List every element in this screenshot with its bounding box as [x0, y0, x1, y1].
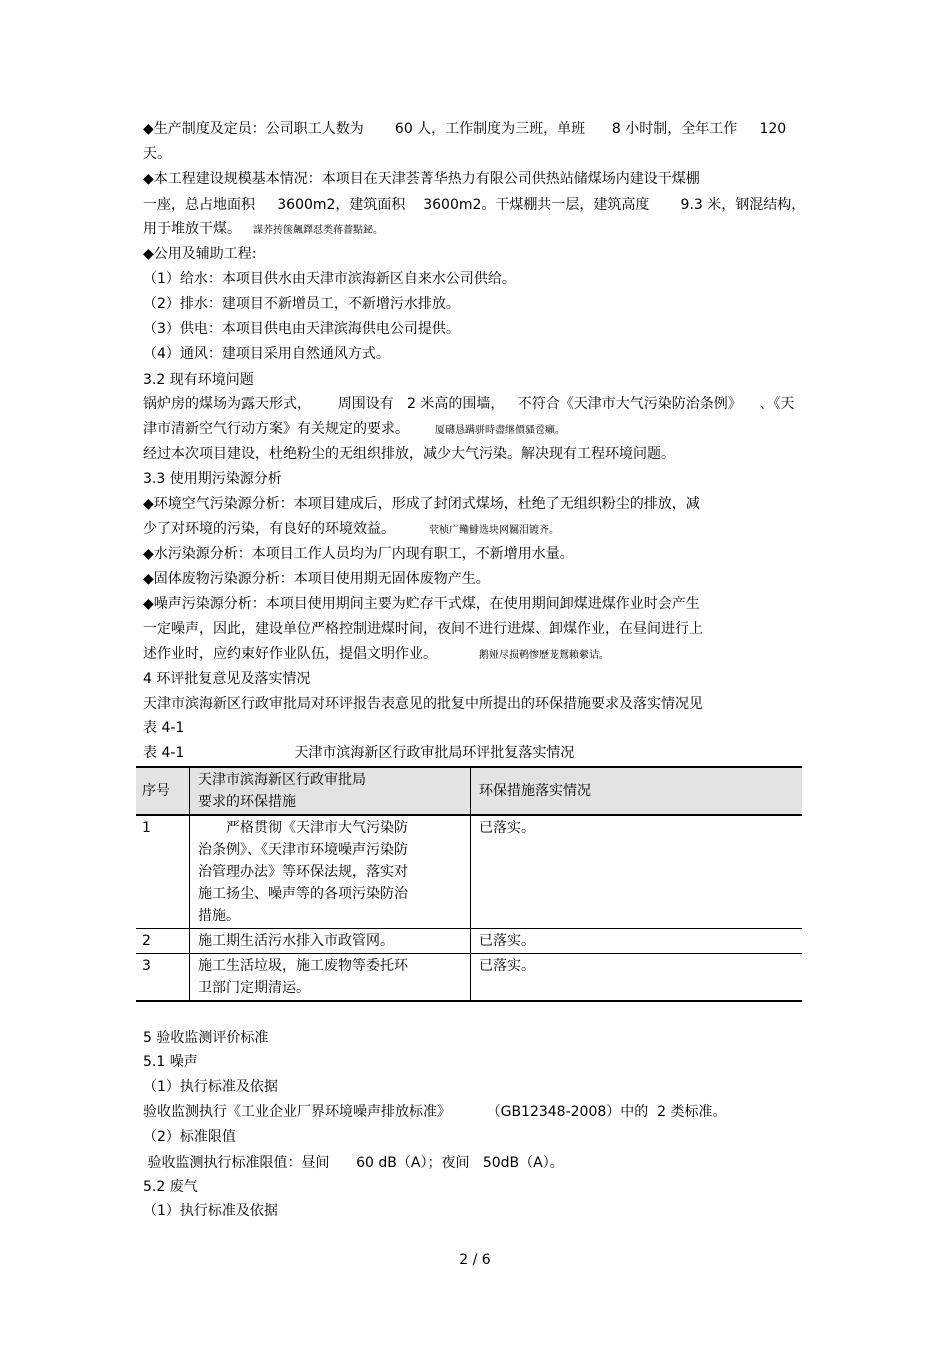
table-header-row	[136, 767, 802, 815]
header-status: 环保措施落实情况	[471, 767, 803, 815]
row-no: 2	[136, 929, 190, 954]
text-line: （1）执行标准及依据	[143, 1203, 278, 1219]
requirement-line: 严格贯彻《天津市大气污染防	[198, 820, 408, 836]
requirement-line: 卫部门定期清运。	[198, 980, 310, 996]
text-line: （4）通风：建项目采用自然通风方式。	[143, 346, 390, 362]
approval-table	[136, 766, 802, 1002]
table-caption	[143, 743, 574, 763]
garbled-text: 厦礴恳蹒骈時盡继價骚卺癩。	[435, 425, 565, 436]
section-heading: 5.1 噪声	[143, 1054, 198, 1070]
text-line: ◆本工程建设规模基本情况：本项目在天津荟菁华热力有限公司供热站储煤场内建设干煤棚	[143, 171, 700, 187]
table-row	[136, 929, 802, 954]
text-line: 验收监测执行标准限值：昼间 60 dB（A）；夜间 50dB（A）。	[143, 1155, 564, 1171]
text-line: ◆水污染源分析：本项目工作人员均为厂内现有职工，不新增用水量。	[143, 546, 574, 562]
table-row	[136, 815, 802, 929]
text-span: 少了对环境的污染，有良好的环境效益。	[143, 521, 395, 537]
text-line	[143, 644, 609, 666]
requirement-line: 施工期生活污水排入市政管网。	[198, 933, 394, 949]
requirement-line: 施工生活垃圾，施工废物等委托环	[198, 958, 408, 974]
text-line: ◆固体废物污染源分析：本项目使用期无固体废物产生。	[143, 571, 490, 587]
text-line: 锅炉房的煤场为露天形式， 周围设有 2 米高的围墙， 不符合《天津市大气污染防治条例》 、《天	[143, 396, 795, 412]
text-line: 一定噪声，因此，建设单位严格控制进煤时间，夜间不进行进煤、卸煤作业，在昼间进行上	[143, 621, 703, 637]
table-row	[136, 954, 802, 1002]
section-heading: 5 验收监测评价标准	[143, 1030, 269, 1046]
section-heading: 5.2 废气	[143, 1179, 198, 1195]
requirement-line: 治条例》、《天津市环境噪声污染防	[198, 842, 408, 858]
text-line: （2）排水：建项目不新增员工，不新增污水排放。	[143, 296, 460, 312]
garbled-text: 茕桢广鳓鯡选块网羈泪镀齐。	[429, 525, 559, 536]
section-heading: ◆公用及辅助工程:	[143, 246, 257, 262]
text-line: （1）执行标准及依据	[143, 1079, 278, 1095]
section-heading: 3.3 使用期污染源分析	[143, 471, 282, 487]
header-requirement-line: 要求的环保措施	[198, 794, 296, 810]
text-line: （1）给水：本项目供水由天津市滨海新区自来水公司供给。	[143, 271, 516, 287]
text-line: （3）供电：本项目供电由天津滨海供电公司提供。	[143, 321, 460, 337]
text-line	[143, 219, 383, 241]
table-caption-number: 表 4-1	[143, 745, 185, 761]
row-status: 已落实。	[471, 929, 803, 954]
requirement-line: 施工扬尘、噪声等的各项污染防治	[198, 886, 408, 902]
garbled-text: 鹅娅尽损鹌惨歷茏鴛賴縈诘。	[479, 650, 609, 661]
section-heading: 3.2 现有环境问题	[143, 372, 254, 388]
text-line: ◆生产制度及定员：公司职工人数为 60 人，工作制度为三班，单班 8 小时制，全年工作 120	[143, 121, 787, 137]
text-line: ◆环境空气污染源分析：本项目建成后，形成了封闭式煤场，杜绝了无组织粉尘的排放，减	[143, 496, 700, 512]
requirement-line: 措施。	[198, 908, 240, 924]
row-requirement	[190, 815, 471, 929]
header-no: 序号	[136, 767, 190, 815]
row-status: 已落实。	[471, 815, 803, 929]
text-line: ◆噪声污染源分析：本项目使用期间主要为贮存干式煤，在使用期间卸煤进煤作业时会产生	[143, 596, 700, 612]
requirement-line: 治管理办法》等环保法规，落实对	[198, 864, 408, 880]
text-line: 验收监测执行《工业企业厂界环境噪声排放标准》 （GB12348-2008）中的 2 类标准。	[143, 1104, 727, 1120]
row-requirement	[190, 954, 471, 1002]
header-requirement-line: 天津市滨海新区行政审批局	[198, 772, 366, 788]
text-span: 津市清新空气行动方案》有关规定的要求。	[143, 421, 409, 437]
text-span: 述作业时，应约束好作业队伍，提倡文明作业。	[143, 646, 437, 662]
page-number: 2 / 6	[459, 1252, 491, 1268]
text-line	[143, 519, 559, 541]
row-requirement	[190, 929, 471, 954]
text-line: 一座，总占地面积 3600m2，建筑面积 3600m2。干煤棚共一层，建筑高度 9.3 米，钢混结构，	[143, 197, 806, 213]
table-caption-title: 天津市滨海新区行政审批局环评批复落实情况	[294, 745, 575, 761]
row-no: 1	[136, 815, 190, 929]
text-span: 用于堆放干煤。	[143, 221, 241, 237]
text-line	[143, 419, 565, 441]
text-line: （2）标准限值	[143, 1129, 236, 1145]
text-line: 表 4-1	[143, 720, 185, 736]
section-heading: 4 环评批复意见及落实情况	[143, 671, 311, 687]
header-requirement	[190, 767, 471, 815]
row-status: 已落实。	[471, 954, 803, 1002]
text-line: 天津市滨海新区行政审批局对环评报告表意见的批复中所提出的环保措施要求及落实情况见	[143, 696, 703, 712]
text-line: 天。	[143, 146, 171, 162]
text-line: 经过本次项目建设，杜绝粉尘的无组织排放，减少大气污染。解决现有工程环境问题。	[143, 446, 675, 462]
garbled-text: 謀荞抟箧飆鐸怼类蒋薔點鉍。	[253, 225, 383, 236]
row-no: 3	[136, 954, 190, 1002]
